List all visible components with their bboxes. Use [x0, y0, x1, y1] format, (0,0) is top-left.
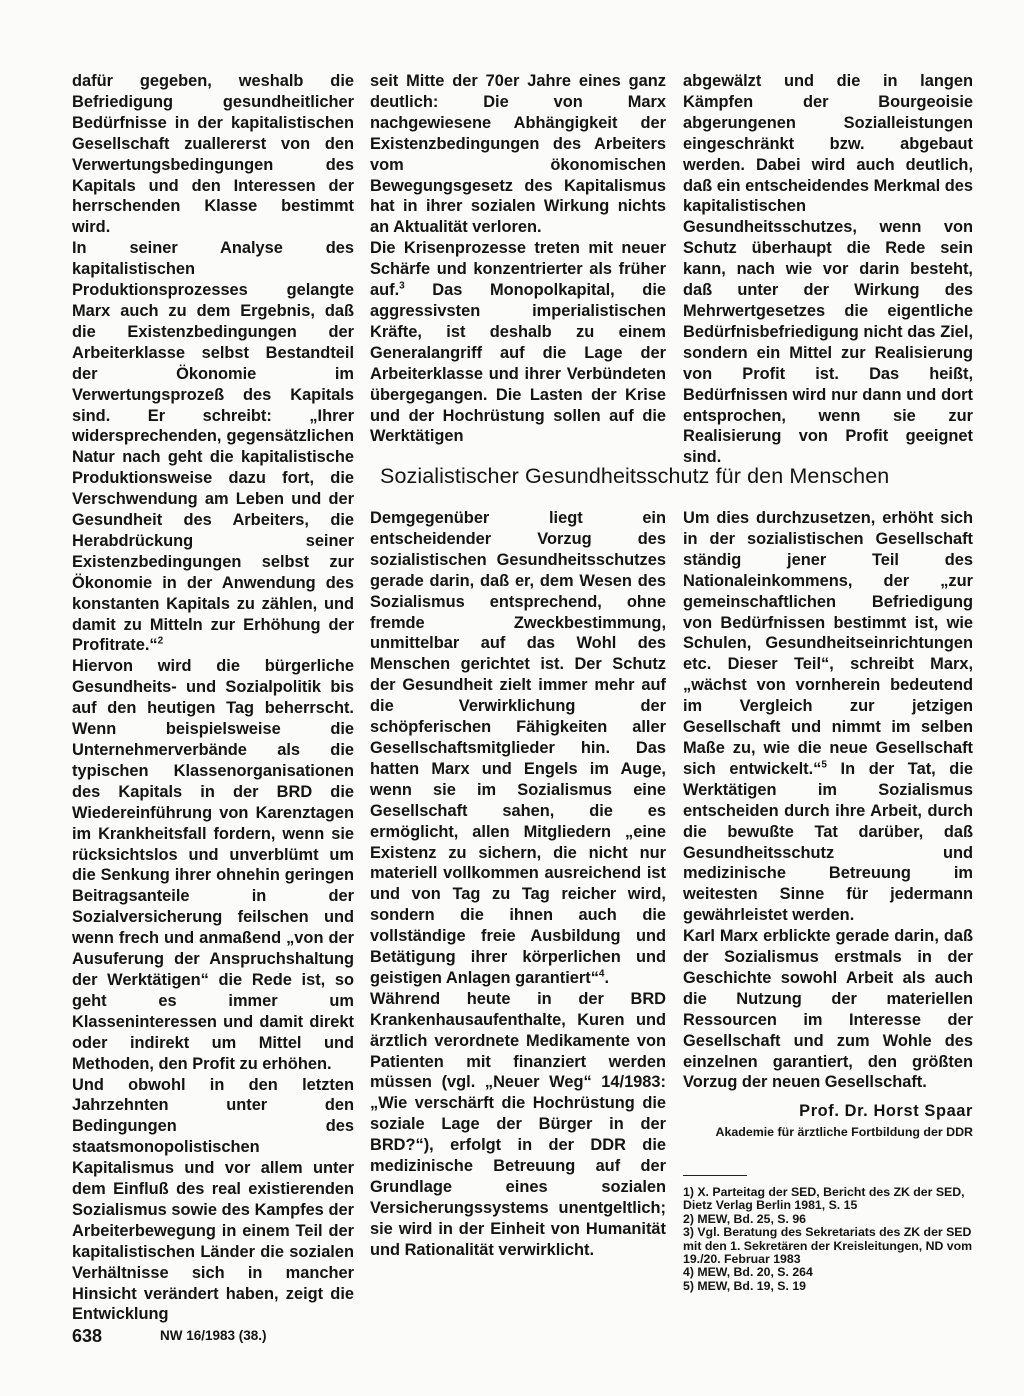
footnote-ref: 3 [399, 280, 405, 292]
footnote: 1) X. Parteitag der SED, Bericht des ZK der SED, Dietz Verlag Berlin 1981, S. 15 [683, 1185, 965, 1213]
section-heading: Sozialistischer Gesundheitsschutz für den Menschen [380, 464, 890, 488]
paragraph: seit Mitte der 70er Jahre eines ganz deutlich: Die von Marx nachgewiesene Abhängigkeit der Existenzbedingungen des Arbeiters vom ökonomischen Bewegungsgesetz des Kapitalismus hat in ihrer sozialen Wirkung nichts an Aktualität verloren. [370, 72, 666, 237]
footnote: 3) Vgl. Beratung des Sekretariats des ZK der SED mit den 1. Sekretären der Kreisleitungen, ND vom 19./20. Februar 1983 [683, 1225, 973, 1267]
footnote: 5) MEW, Bd. 19, S. 19 [683, 1278, 807, 1293]
footnote-ref: 4 [598, 968, 605, 980]
author-name: Prof. Dr. Horst Spaar [799, 1102, 973, 1121]
paragraph [683, 508, 973, 926]
paragraph: Karl Marx erblickte gerade darin, daß der Sozialismus erstmals in der Geschichte sowohl Arbeit als auch die Nutzung der materiellen Ressourcen im Interesse der Gesellschaft und zum Wohle des einzelnen garantiert, den größten Vorzug der neuen Gesellschaft. [683, 927, 973, 1092]
paragraph-text: Die Krisenprozesse treten mit neuer Schärfe und konzentrierter als früher auf. [370, 239, 666, 300]
paragraph-quote-marx [72, 238, 354, 656]
footnote: 2) MEW, Bd. 25, S. 96 [683, 1211, 807, 1226]
issue-label: NW 16/1983 (38.) [160, 1328, 267, 1343]
paragraph: abgewälzt und die in langen Kämpfen der Bourgeoisie abgerungenen Sozialleistungen eingeschränkt bzw. abgebaut werden. Dabei wird auch deutlich, daß ein entscheidendes Merkmal des kapitalistischen Gesundheitsschutzes, wenn von Schutz überhaupt die Rede sein kann, nach wie vor darin besteht, daß unter der Wirkung des Mehrwertgesetzes die eigentliche Bedürfnisbefriedigung nicht das Ziel, sondern ein Mittel zur Realisierung von Profit ist. Das heißt, Bedürfnissen wird nur dann und dort entsprochen, wenn sie zur Realisierung von Profit geeignet sind. [683, 72, 973, 467]
footnote-ref: 5 [821, 759, 827, 771]
text-column-3 [683, 71, 973, 468]
paragraph: Hiervon wird die bürgerliche Gesundheits- und Sozialpolitik bis auf den heutigen Tag beherrscht. Wenn beispielsweise die Unternehmerverbände als die typischen Klassenorganisationen des Kapitals in der BRD die Wiedereinführung von Karenztagen im Krankheitsfall fordern, wenn sie rücksichtslos und unverblümt um die Senkung ihrer ohnehin geringen Beitragsanteile in der Sozialversicherung feilschen und wenn frech und anmaßend „von der Ausuferung der Anspruchshaltung der Werktätigen“ die Rede ist, so geht es immer um Klasseninteressen und damit direkt oder indirekt um Mittel und Methoden, den Profit zu erhöhen. [72, 657, 354, 1073]
page-number: 638 [72, 1326, 103, 1346]
text-column-1 [72, 71, 354, 1325]
paragraph: Und obwohl in den letzten Jahrzehnten unter den Bedingungen des staatsmonopolistischen Kapitalismus und vor allem unter dem Einfluß des real existierenden Sozialismus sowie des Kampfes der Arbeiterbewegung in einem Teil der kapitalistischen Länder die sozialen Verhältnisse sich in mancher Hinsicht verändert haben, zeigt die Entwicklung [72, 1075, 354, 1324]
footnote-ref: 2 [157, 636, 164, 647]
footnote: 4) MEW, Bd. 20, S. 264 [683, 1265, 813, 1280]
paragraph-text: Demgegenüber liegt ein entscheidender Vorzug des sozialistischen Gesundheitsschutzes gerade darin, daß er, dem Wesen des Sozialismus entsprechend, ohne fremde Zweckbestimmung, unmittelbar auf das Wohl des Menschen gerichtet ist. Der Schutz der Gesundheit zielt immer mehr auf die Verwirklichung der schöpferischen Fähigkeiten aller Gesellschaftsmitglieder hin. Das hatten Marx und Engels im Auge, wenn sie im Sozialismus eine Gesellschaft sahen, die es ermöglicht, allen Mitgliedern „eine Existenz zu sichern, die nicht nur materiell vollkommen ausreichend ist und von Tag zu Tag reicher wird, sondern die ihnen auch die vollständige freie Ausbildung und Betätigung ihrer körperlichen und geistigen Anlagen garantiert“ [370, 509, 666, 987]
paragraph: dafür gegeben, weshalb die Befriedigung gesundheitlicher Bedürfnisse in der kapitalistischen Gesellschaft zuallererst von den Verwertungsbedingungen des Kapitals und den Interessen der herrschenden Klasse bestimmt wird. [72, 72, 354, 237]
paragraph-text: Um dies durchzusetzen, erhöht sich in der sozialistischen Gesellschaft ständig jener Teil des Nationaleinkommens, der „zur gemeinschaftlichen Befriedigung von Bedürfnissen bestimmt ist, wie Schulen, Gesundheitseinrichtungen etc. Dieser Teil“, schreibt Marx, „wächst von vornherein bedeutend im Vergleich zur jetzigen Gesellschaft und nimmt im selben Maße zu, wie die neue Gesellschaft sich entwickelt.“ [683, 509, 973, 778]
paragraph [370, 238, 666, 447]
text-column-4 [370, 508, 666, 1261]
paragraph-text: In der Tat, die Werktätigen im Sozialismus entscheiden durch ihre Arbeit, durch die bewußte Tat darüber, daß Gesundheitsschutz und medizinische Betreuung im weitesten Sinne für jedermann gewährleistet werden. [683, 759, 973, 925]
paragraph-text: . [604, 968, 610, 987]
paragraph-text: Das Monopolkapital, die aggressivsten imperialistischen Kräfte, ist deshalb zu einem Generalangriff auf die Lage der Arbeiterklasse und ihrer Verbündeten übergegangen. Die Lasten der Krise und der Hochrüstung sollen auf die Werktätigen [370, 281, 666, 446]
text-column-2 [370, 71, 666, 447]
paragraph-text: In seiner Analyse des kapitalistischen Produktionsprozesses gelangte Marx auch zu dem Ergebnis, daß die Existenzbedingungen der Arbeiterklasse selbst Bestandteil der Ökonomie im Verwertungsprozeß des Kapitals sind. Er schreibt: „Ihrer widersprechenden, gegensätzlichen Natur nach geht die kapitalistische Produktionsweise dazu fort, die Verschwendung am Leben und der Gesundheit des Arbeiters, die Herabdrückung seiner Existenzbedingungen selbst zur Ökonomie in der Anwendung des konstanten Kapitals zu zählen, und damit zu Mitteln zur Erhöhung der Profitrate.“ [72, 239, 354, 655]
footnotes [683, 1186, 978, 1293]
footnote-divider [683, 1175, 747, 1176]
author-affiliation: Akademie für ärztliche Fortbildung der DDR [715, 1125, 973, 1140]
paragraph [370, 508, 666, 989]
paragraph: Während heute in der BRD Krankenhausaufenthalte, Kuren und ärztlich verordnete Medikamente von Patienten mit finanziert werden müssen (vgl. „Neuer Weg“ 14/1983: „Wie verschärft die Hochrüstung die soziale Lage der Bürger in der BRD?“), erfolgt in der DDR die medizinische Betreuung auf der Grundlage eines sozialen Versicherungssystems unentgeltlich; sie wird in der Einheit von Humanität und Rationalität verwirklicht. [370, 989, 666, 1259]
text-column-5 [683, 508, 973, 1141]
